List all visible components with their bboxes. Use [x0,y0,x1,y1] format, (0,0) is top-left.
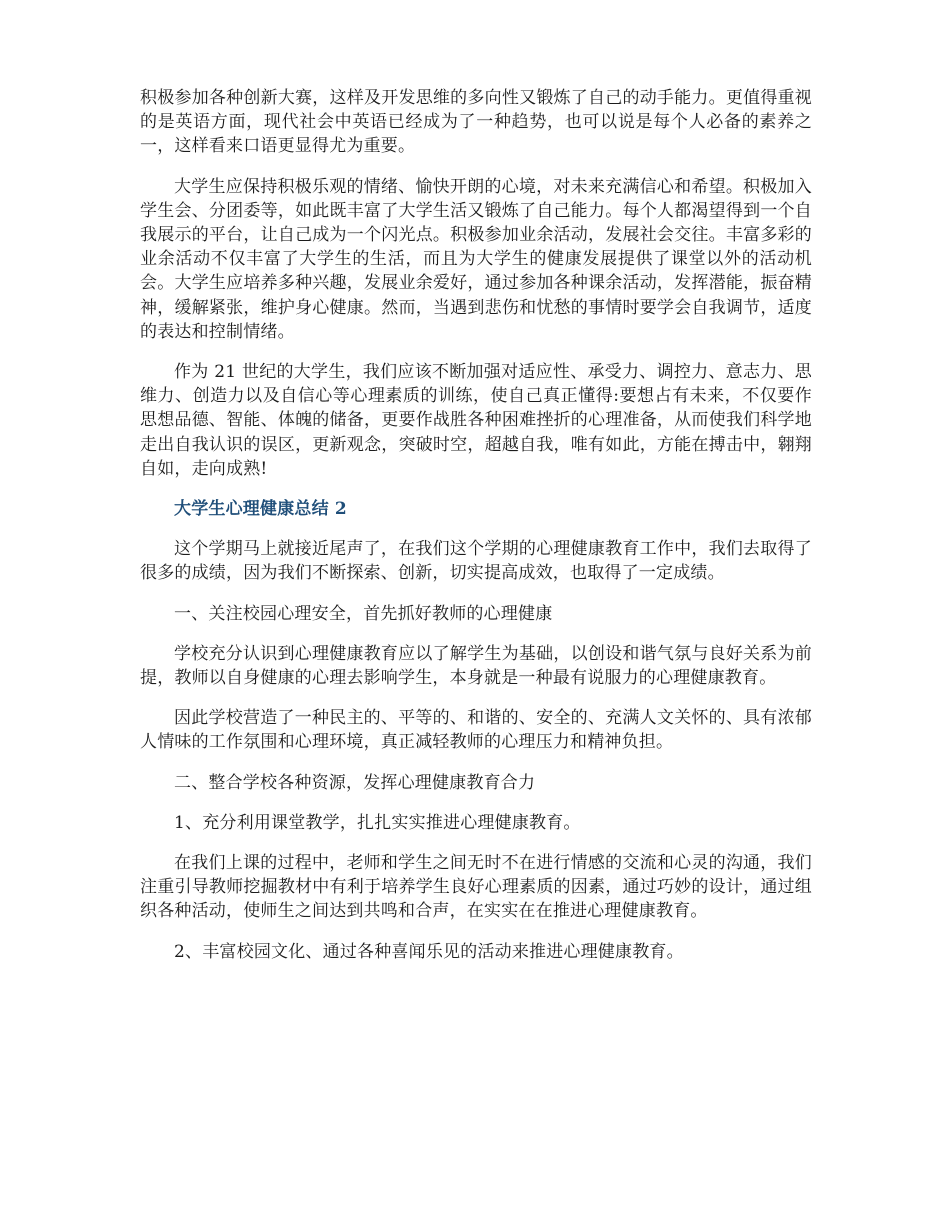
paragraph-sub-one-title: 1、充分利用课堂教学，扎扎实实推进心理健康教育。 [174,812,581,833]
paragraph-point-two-title: 二、整合学校各种资源，发挥心理健康教育合力 [174,772,536,793]
paragraph-classroom: 在我们上课的过程中，老师和学生之间无时不在进行情感的交流和心灵的沟通，我们注重引导教师挖掘教材中有利于培养学生良好心理素质的因素，通过巧妙的设计，通过组织各种活动，使师生之间达到共鸣和合声，在实实在在推进心理健康教育。 [140,853,812,922]
paragraph-creativity-english: 积极参加各种创新大赛，这样及开发思维的多向性又锻炼了自己的动手能力。更值得重视的是英语方面，现代社会中英语已经成为了一种趋势，也可以说是每个人必备的素养之一，这样看来口语更显得尤为重要。 [140,88,812,157]
document-page [140,86,812,980]
paragraph-psychological-quality: 作为 21 世纪的大学生，我们应该不断加强对适应性、承受力、调控力、意志力、思维力、创造力以及自信心等心理素质的训练，使自己真正懂得:要想占有未来，不仅要作思想品德、智能、体魄的储备，更要作战胜各种困难挫折的心理准备，从而使我们科学地走出自我认识的误区，更新观念，突破时空，超越自我，唯有如此，方能在搏击中，翱翔自如，走向成熟! [140,362,812,479]
paragraph-sub-two-title: 2、丰富校园文化、通过各种喜闻乐见的活动来推进心理健康教育。 [174,941,684,962]
paragraph-optimism: 大学生应保持积极乐观的情绪、愉快开朗的心境，对未来充满信心和希望。积极加入学生会、分团委等，如此既丰富了大学生活又锻炼了自己能力。每个人都渴望得到一个自我展示的平台，让自己成为一个闪光点。积极参加业余活动，发展社会交往。丰富多彩的业余活动不仅丰富了大学生的生活，而且为大学生的健康发展提供了课堂以外的活动机会。大学生应培养多种兴趣，发展业余爱好，通过参加各种课余活动，发挥潜能，振奋精神，缓解紧张，维护身心健康。然而，当遇到悲伤和忧愁的事情时要学会自我调节，适度的表达和控制情绪。 [140,176,812,342]
paragraph-semester-summary: 这个学期马上就接近尾声了，在我们这个学期的心理健康教育工作中，我们去取得了很多的成绩，因为我们不断探索、创新，切实提高成效，也取得了一定成绩。 [140,539,812,584]
paragraph-atmosphere: 因此学校营造了一种民主的、平等的、和谐的、安全的、充满人文关怀的、具有浓郁人情味的工作氛围和心理环境，真正减轻教师的心理压力和精神负担。 [140,708,812,753]
paragraph-school-awareness: 学校充分认识到心理健康教育应以了解学生为基础，以创设和谐气氛与良好关系为前提，教师以自身健康的心理去影响学生，本身就是一种最有说服力的心理健康教育。 [140,643,812,689]
section-heading: 大学生心理健康总结 2 [174,499,347,520]
paragraph-point-one-title: 一、关注校园心理安全，首先抓好教师的心理健康 [174,603,553,624]
